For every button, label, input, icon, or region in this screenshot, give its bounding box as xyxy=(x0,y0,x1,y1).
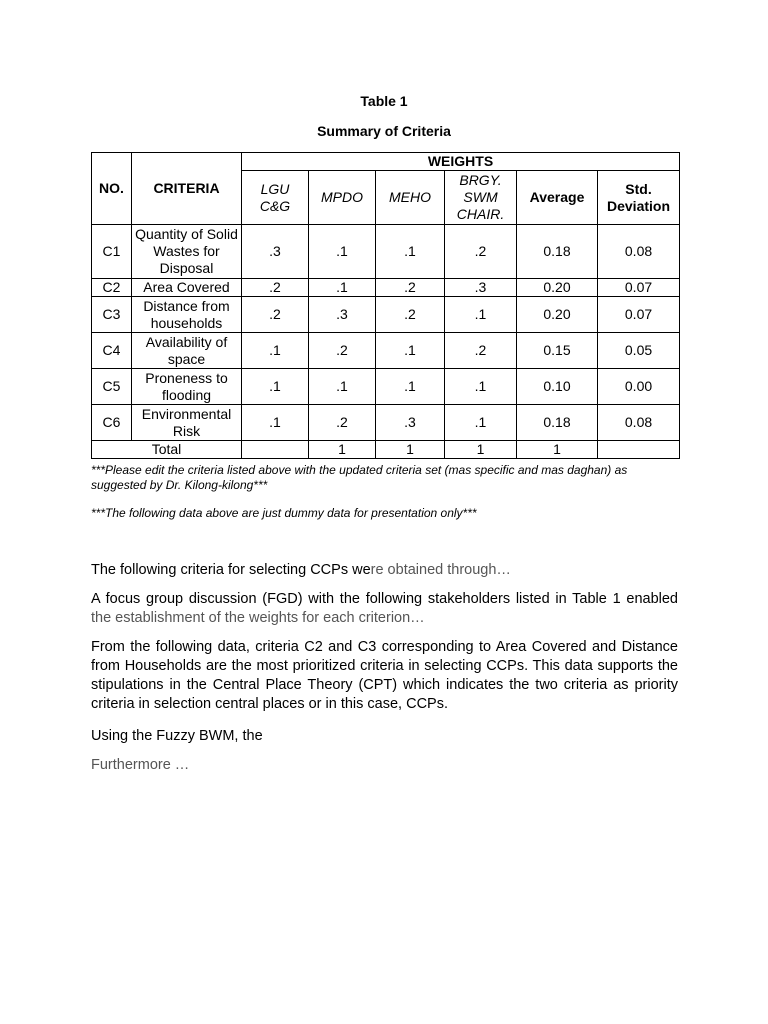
paragraph-fuzzy-bwm: Using the Fuzzy BWM, the xyxy=(91,728,263,744)
row-lgu: .1 xyxy=(242,369,309,405)
row-meho: .3 xyxy=(376,405,445,441)
paragraph-fgd xyxy=(91,590,678,628)
row-lgu: .2 xyxy=(242,279,309,297)
row-lgu: .1 xyxy=(242,405,309,441)
row-no: C5 xyxy=(92,369,132,405)
row-average: 0.15 xyxy=(517,333,598,369)
row-criteria: Availability of space xyxy=(132,333,242,369)
table-row xyxy=(92,297,680,333)
row-average: 0.20 xyxy=(517,297,598,333)
total-average: 1 xyxy=(517,441,598,459)
row-average: 0.18 xyxy=(517,405,598,441)
row-lgu: .1 xyxy=(242,333,309,369)
row-mpdo: .2 xyxy=(309,333,376,369)
row-brgy: .1 xyxy=(445,369,517,405)
row-std: 0.07 xyxy=(598,297,680,333)
row-no: C3 xyxy=(92,297,132,333)
row-mpdo: .2 xyxy=(309,405,376,441)
row-meho: .2 xyxy=(376,279,445,297)
paragraph-furthermore: Furthermore … xyxy=(91,757,190,773)
row-lgu: .3 xyxy=(242,225,309,279)
row-brgy: .3 xyxy=(445,279,517,297)
row-std: 0.05 xyxy=(598,333,680,369)
header-std: Std. Deviation xyxy=(598,171,680,225)
row-mpdo: .3 xyxy=(309,297,376,333)
row-lgu: .2 xyxy=(242,297,309,333)
paragraph-analysis: From the following data, criteria C2 and C3 corresponding to Area Covered and Distance from Households are the most prioritized criteria in selecting CCPs. This data supports the stipulations in the Central Place Theory (CPT) which indicates the two criteria as priority criteria in selection central places or in this case, CCPs. xyxy=(91,639,678,712)
row-no: C6 xyxy=(92,405,132,441)
row-brgy: .2 xyxy=(445,333,517,369)
row-criteria: Area Covered xyxy=(132,279,242,297)
header-lgu: LGU C&G xyxy=(242,171,309,225)
row-std: 0.08 xyxy=(598,405,680,441)
row-average: 0.18 xyxy=(517,225,598,279)
row-std: 0.08 xyxy=(598,225,680,279)
header-criteria: CRITERIA xyxy=(132,153,242,225)
row-average: 0.10 xyxy=(517,369,598,405)
row-meho: .2 xyxy=(376,297,445,333)
row-brgy: .1 xyxy=(445,297,517,333)
header-no: NO. xyxy=(92,153,132,225)
header-brgy: BRGY. SWM CHAIR. xyxy=(445,171,517,225)
table-title: Table 1 xyxy=(360,93,408,109)
row-std: 0.00 xyxy=(598,369,680,405)
paragraph-2-light: the establishment of the weights for each criterion… xyxy=(91,610,425,626)
total-std xyxy=(598,441,680,459)
row-mpdo: .1 xyxy=(309,225,376,279)
total-mpdo: 1 xyxy=(309,441,376,459)
row-std: 0.07 xyxy=(598,279,680,297)
row-no: C2 xyxy=(92,279,132,297)
dummy-data-note: ***The following data above are just dummy data for presentation only*** xyxy=(91,506,477,520)
row-no: C4 xyxy=(92,333,132,369)
row-meho: .1 xyxy=(376,333,445,369)
total-row xyxy=(92,441,680,459)
row-criteria: Proneness to flooding xyxy=(132,369,242,405)
total-meho: 1 xyxy=(376,441,445,459)
row-mpdo: .1 xyxy=(309,279,376,297)
table-subtitle: Summary of Criteria xyxy=(317,123,451,139)
criteria-table xyxy=(91,152,680,459)
row-no: C1 xyxy=(92,225,132,279)
row-criteria: Distance from households xyxy=(132,297,242,333)
row-meho: .1 xyxy=(376,225,445,279)
paragraph-1-light: re obtained through… xyxy=(370,562,511,578)
table-row xyxy=(92,225,680,279)
paragraph-2-main: A focus group discussion (FGD) with the following stakeholders listed in Table 1 enabled xyxy=(91,591,678,607)
row-criteria: Environmental Risk xyxy=(132,405,242,441)
header-weights: WEIGHTS xyxy=(242,153,680,171)
header-average: Average xyxy=(517,171,598,225)
paragraph-1-main: The following criteria for selecting CCPs we xyxy=(91,562,371,578)
row-mpdo: .1 xyxy=(309,369,376,405)
table-row xyxy=(92,369,680,405)
row-meho: .1 xyxy=(376,369,445,405)
edit-note: ***Please edit the criteria listed above with the updated criteria set (mas specific and mas daghan) as suggested by Dr. Kilong-kilong*** xyxy=(91,463,628,492)
total-label: Total xyxy=(92,441,242,459)
header-mpdo: MPDO xyxy=(309,171,376,225)
row-brgy: .2 xyxy=(445,225,517,279)
total-brgy: 1 xyxy=(445,441,517,459)
table-row xyxy=(92,405,680,441)
row-average: 0.20 xyxy=(517,279,598,297)
row-criteria: Quantity of Solid Wastes for Disposal xyxy=(132,225,242,279)
row-brgy: .1 xyxy=(445,405,517,441)
header-meho: MEHO xyxy=(376,171,445,225)
table-row xyxy=(92,279,680,297)
paragraph-criteria-intro xyxy=(91,561,678,580)
total-lgu xyxy=(242,441,309,459)
table-row xyxy=(92,333,680,369)
